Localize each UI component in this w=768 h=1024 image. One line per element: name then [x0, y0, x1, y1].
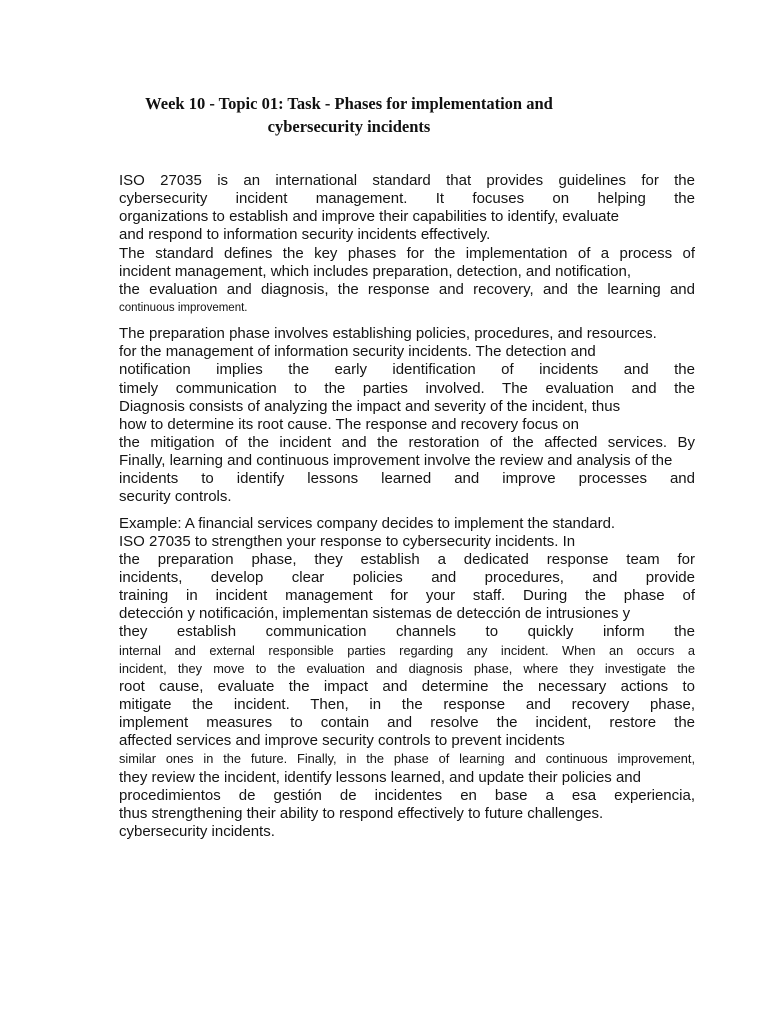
- text-line: implement measures to contain and resolve the incident, restore the: [119, 714, 695, 732]
- text-line: Diagnosis consists of analyzing the impact and severity of the incident, thus: [119, 397, 621, 415]
- text-line: Finally, learning and continuous improvement involve the review and analysis of the: [119, 452, 673, 470]
- text-line: the evaluation and diagnosis, the response and recovery, and the learning and: [119, 280, 695, 298]
- text-line: for the management of information security incidents. The detection and: [119, 343, 596, 361]
- text-line: incident management, which includes preparation, detection, and notification,: [119, 262, 631, 280]
- text-line: training in incident management for your staff. During the phase of: [119, 587, 695, 605]
- text-line: procedimientos de gestión de incidentes en base a esa experiencia,: [119, 786, 695, 804]
- text-line: internal and external responsible parties regarding any incident. When an occurs a: [119, 642, 695, 658]
- text-line: incidents to identify lessons learned and improve processes and: [119, 470, 695, 488]
- text-line: how to determine its root cause. The response and recovery focus on: [119, 415, 579, 433]
- paragraph-gap: [119, 317, 695, 325]
- title-line-1: Week 10 - Topic 01: Task - Phases for implementation and: [145, 94, 553, 113]
- text-line: ISO 27035 is an international standard that provides guidelines for the: [119, 172, 695, 189]
- text-line: they review the incident, identify lessons learned, and update their policies and: [119, 768, 641, 786]
- document-body: [119, 172, 695, 841]
- text-line: Example: A financial services company decides to implement the standard.: [119, 514, 616, 532]
- text-line: affected services and improve security controls to prevent incidents: [119, 732, 565, 750]
- text-line: cybersecurity incident management. It focuses on helping the: [119, 190, 695, 208]
- text-line: the preparation phase, they establish a dedicated response team for: [119, 550, 695, 568]
- text-line: organizations to establish and improve their capabilities to identify, evaluate: [119, 208, 620, 226]
- text-line: detección y notificación, implementan sistemas de detección de intrusiones y: [119, 605, 631, 623]
- text-line: incidents, develop clear policies and procedures, and provide: [119, 568, 695, 586]
- title-line-2: cybersecurity incidents: [267, 117, 431, 136]
- text-line: ISO 27035 to strengthen your response to cybersecurity incidents. In: [119, 532, 576, 550]
- document-title: [0, 92, 698, 138]
- text-line: timely communication to the parties involved. The evaluation and the: [119, 379, 695, 397]
- text-line: incident, they move to the evaluation and diagnosis phase, where they investigate the: [119, 660, 695, 676]
- text-line: The preparation phase involves establishing policies, procedures, and resources.: [119, 325, 657, 343]
- text-line: root cause, evaluate the impact and determine the necessary actions to: [119, 677, 695, 695]
- text-line: the mitigation of the incident and the restoration of the affected services. By: [119, 433, 695, 451]
- paragraph-gap: [119, 507, 695, 515]
- paragraph-3: [119, 515, 695, 842]
- text-line: security controls.: [119, 488, 232, 506]
- paragraph-1: [119, 172, 695, 317]
- paragraph-2: [119, 325, 695, 506]
- text-line: and respond to information security incidents effectively.: [119, 226, 491, 244]
- text-line: similar ones in the future. Finally, in the phase of learning and continuous improvement,: [119, 751, 695, 767]
- text-line: notification implies the early identification of incidents and the: [119, 361, 695, 379]
- text-line: thus strengthening their ability to respond effectively to future challenges.: [119, 804, 604, 822]
- text-line: The standard defines the key phases for the implementation of a process of: [119, 244, 695, 262]
- text-line: mitigate the incident. Then, in the response and recovery phase,: [119, 695, 695, 713]
- text-line: cybersecurity incidents.: [119, 822, 275, 840]
- text-line: continuous improvement.: [119, 301, 248, 314]
- text-line: they establish communication channels to quickly inform the: [119, 623, 695, 641]
